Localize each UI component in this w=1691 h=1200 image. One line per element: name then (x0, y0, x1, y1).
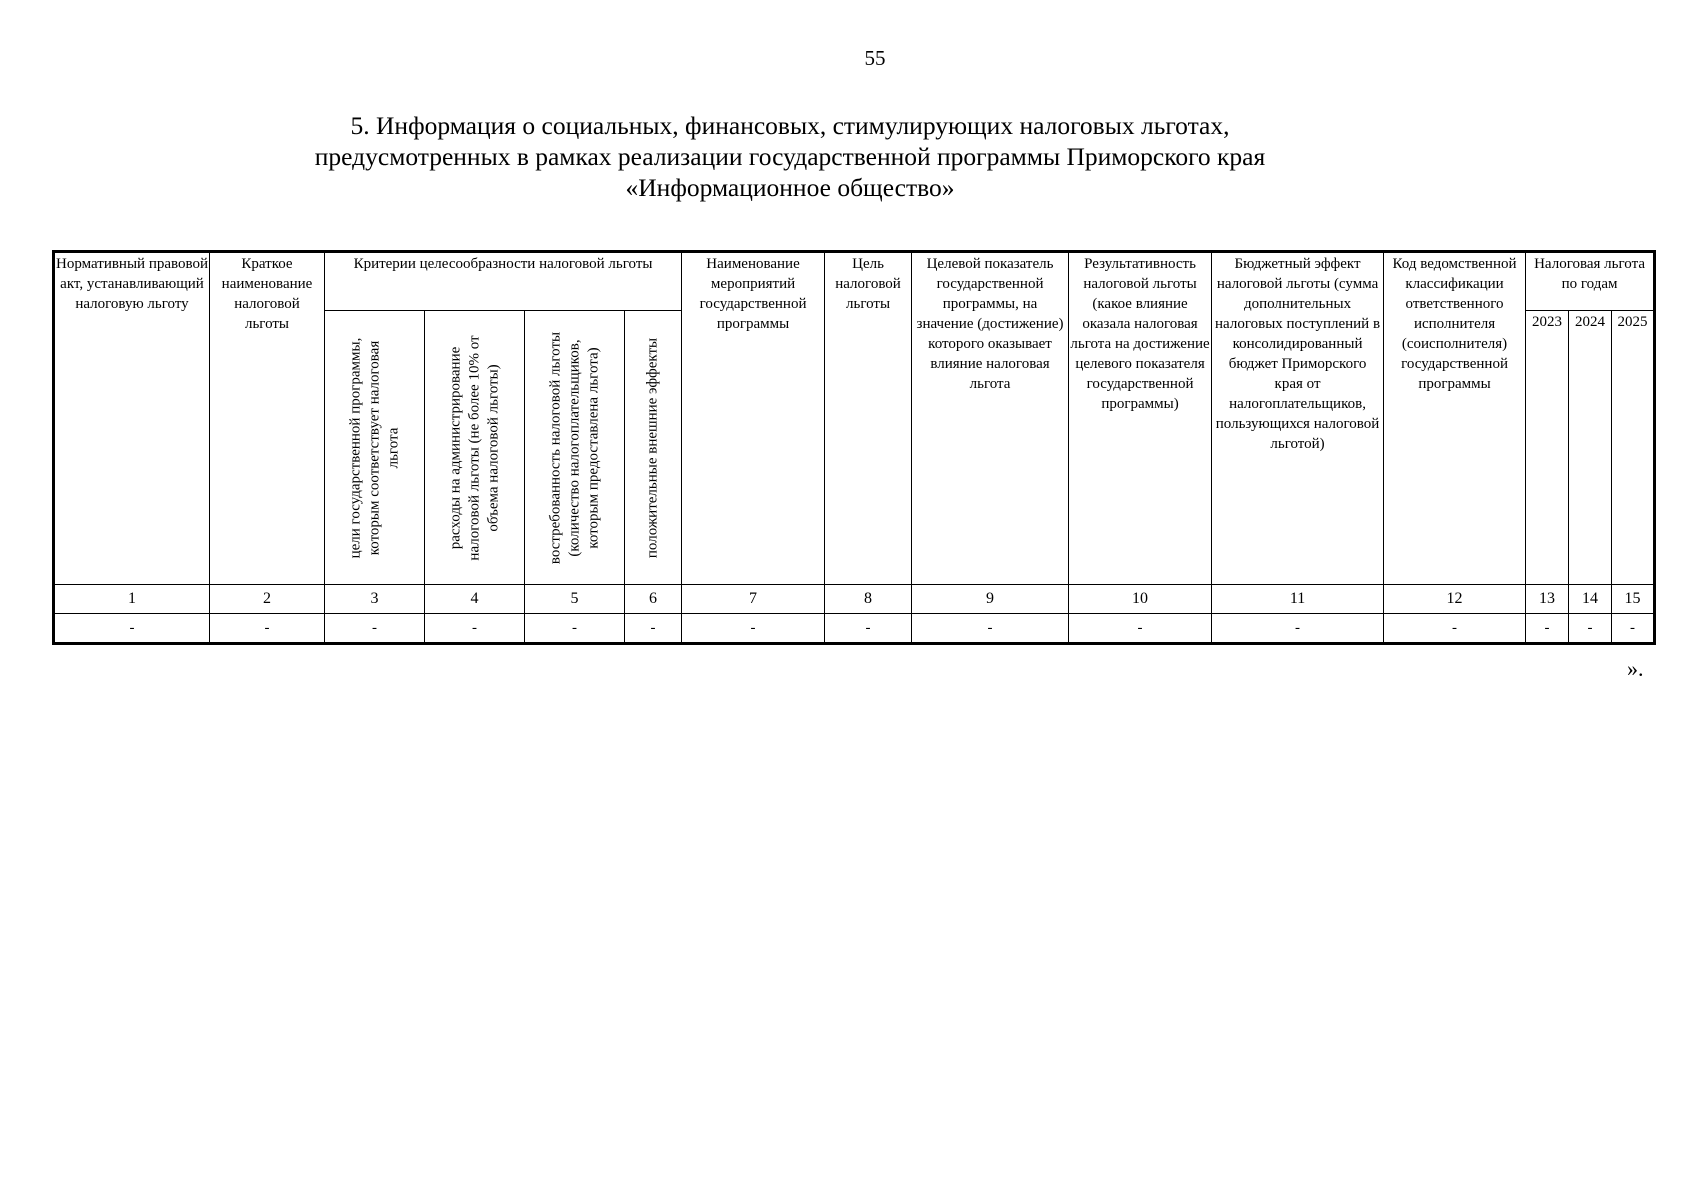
column-number: 7 (682, 585, 825, 614)
header-benefit-goal: Цель налоговой льготы (825, 253, 912, 585)
column-number: 5 (525, 585, 625, 614)
table-cell: - (1212, 614, 1384, 643)
column-number: 3 (325, 585, 425, 614)
header-target-indicator: Целевой показатель государственной программы, на значение (достижение) которого оказывает влияние налоговая льгота (912, 253, 1069, 585)
closing-quote-mark: ». (1627, 656, 1644, 681)
table-cell: - (55, 614, 210, 643)
table-cell: - (625, 614, 682, 643)
column-number: 4 (425, 585, 525, 614)
title-line-1: 5. Информация о социальных, финансовых, стимулирующих налоговых льготах, (350, 111, 1230, 140)
header-program-activities: Наименование мероприятий государственной программы (682, 253, 825, 585)
table-cell: - (682, 614, 825, 643)
header-program-goals: цели государственной программы, которым соответствует налоговая льгота (325, 311, 425, 585)
header-year-2025: 2025 (1612, 311, 1654, 585)
table-cell: - (525, 614, 625, 643)
column-number: 14 (1569, 585, 1612, 614)
table-cell: - (912, 614, 1069, 643)
header-year-2024: 2024 (1569, 311, 1612, 585)
column-number: 13 (1526, 585, 1569, 614)
table-cell: - (210, 614, 325, 643)
header-years-group: Налоговая льгота по годам (1526, 253, 1654, 311)
header-criteria-group: Критерии целесообразности налоговой льготы (325, 253, 682, 311)
column-number: 10 (1069, 585, 1212, 614)
table-cell: - (1384, 614, 1526, 643)
header-admin-costs: расходы на администрирование налоговой льготы (не более 10% от объема налоговой льготы) (425, 311, 525, 585)
table-cell: - (1069, 614, 1212, 643)
page-title (0, 110, 1580, 203)
header-demand: востребованность налоговой льготы (количество налогоплательщиков, которым предоставлена льгота) (525, 311, 625, 585)
title-line-3: «Информационное общество» (625, 173, 955, 202)
tax-benefits-table (54, 252, 1654, 643)
header-year-2023: 2023 (1526, 311, 1569, 585)
column-number: 8 (825, 585, 912, 614)
header-benefit-name: Краткое наименование налоговой льготы (210, 253, 325, 585)
header-department-code: Код ведомственной классификации ответственного исполнителя (соисполнителя) государственной программы (1384, 253, 1526, 585)
table-cell: - (825, 614, 912, 643)
column-number-row (55, 585, 1654, 614)
column-number: 15 (1612, 585, 1654, 614)
header-budget-effect: Бюджетный эффект налоговой льготы (сумма дополнительных налоговых поступлений в консолидированный бюджет Приморского края от налогоплательщиков, пользующихся налоговой льготой) (1212, 253, 1384, 585)
header-external-effects: положительные внешние эффекты (625, 311, 682, 585)
header-normative-act: Нормативный правовой акт, устанавливающий налоговую льготу (55, 253, 210, 585)
column-number: 9 (912, 585, 1069, 614)
column-number: 12 (1384, 585, 1526, 614)
column-number: 2 (210, 585, 325, 614)
column-number: 11 (1212, 585, 1384, 614)
table-row (55, 614, 1654, 643)
header-effectiveness: Результативность налоговой льготы (какое влияние оказала налоговая льгота на достижение целевого показателя государственной программы) (1069, 253, 1212, 585)
table-cell: - (1526, 614, 1569, 643)
table-cell: - (1612, 614, 1654, 643)
title-line-2: предусмотренных в рамках реализации государственной программы Приморского края (314, 142, 1266, 171)
column-number: 1 (55, 585, 210, 614)
table-cell: - (425, 614, 525, 643)
table-cell: - (1569, 614, 1612, 643)
page-number: 55 (864, 46, 886, 70)
column-number: 6 (625, 585, 682, 614)
table-cell: - (325, 614, 425, 643)
